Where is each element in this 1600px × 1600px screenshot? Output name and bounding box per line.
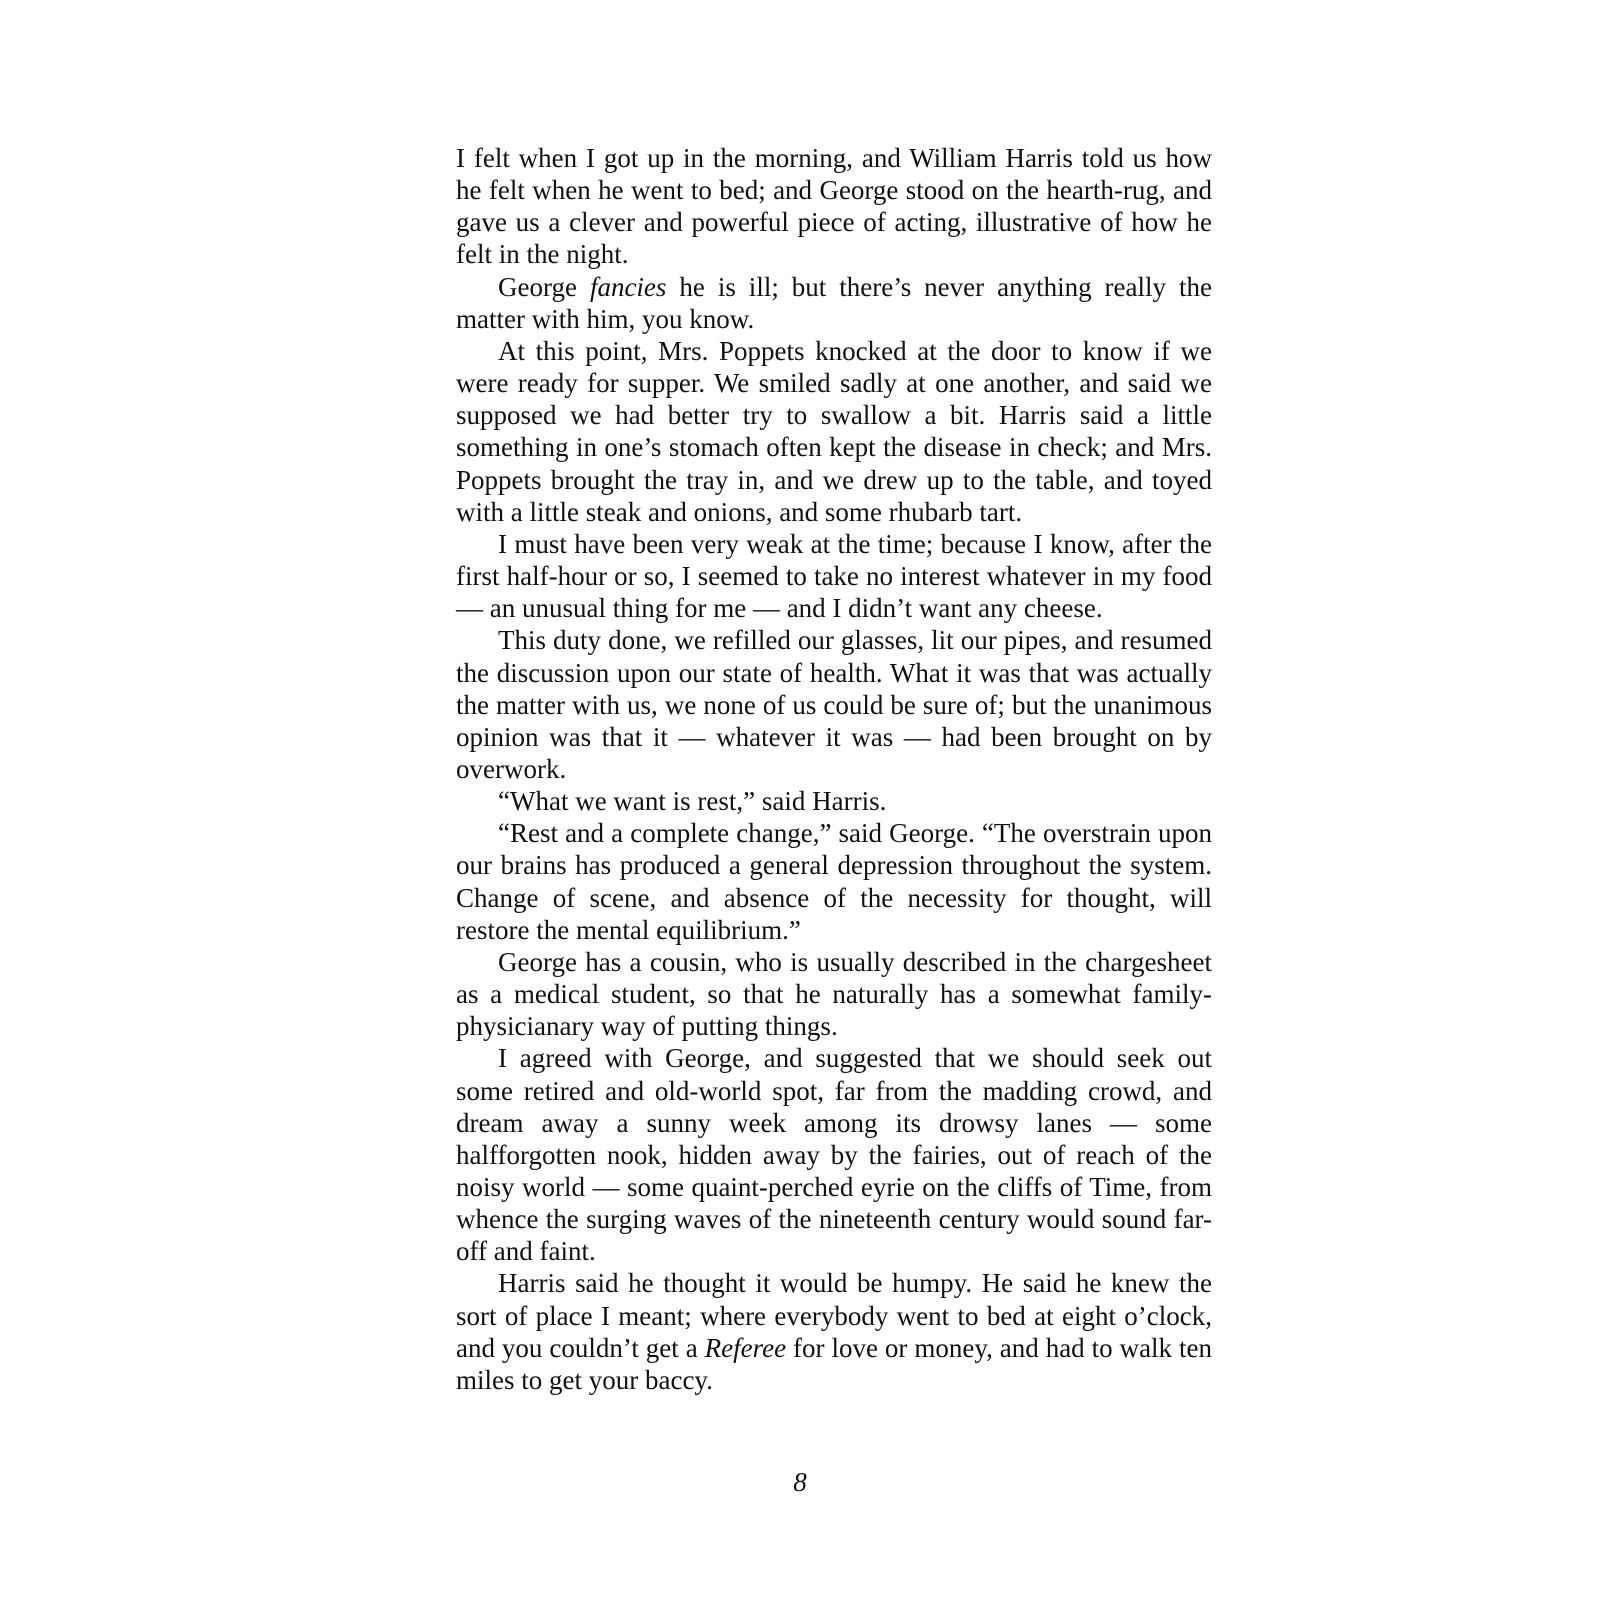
paragraph xyxy=(456,817,1212,946)
text-run: This duty done, we refilled our glasses, lit our pipes, and resumed the discussion upon our state of health. What it was that was actually the matter with us, we none of us could be sure of; but the unanimous opinion was that it — whatever it was — had been brought on by overwork. xyxy=(456,625,1212,784)
text-run: George has a cousin, who is usually described in the chargesheet as a medical student, so that he naturally has a somewhat family-physicianary way of putting things. xyxy=(456,946,1212,1042)
paragraph xyxy=(456,1042,1212,1267)
text-run: “What we want is rest,” said Harris. xyxy=(498,786,887,817)
italic-text: fancies xyxy=(589,271,667,302)
text-run: Harris said he thought it would be humpy. He said he knew the sort of place I meant; where everybody went to bed at eight o’clock, and you couldn’t get a xyxy=(456,1268,1212,1363)
paragraph xyxy=(456,624,1212,785)
text-run: I must have been very weak at the time; because I know, after the first half-hour or so, I seemed to take no interest whatever in my food — an unusual thing for me — and I didn’t want any cheese. xyxy=(456,528,1212,624)
paragraph xyxy=(456,785,1212,817)
paragraph xyxy=(456,1267,1212,1396)
italic-text: Referee xyxy=(704,1332,787,1363)
text-run: George xyxy=(498,271,590,302)
paragraph xyxy=(456,271,1212,335)
text-run: I agreed with George, and suggested that we should seek out some retired and old-world spot, far from the madding crowd, and dream away a sunny week among its drowsy lanes — some halfforgotten nook, hidden away by the fairies, out of reach of the noisy world — some quaint-perched eyrie on the cliffs of Time, from whence the surging waves of the nineteenth century would sound far-off and faint. xyxy=(456,1043,1212,1267)
body-text xyxy=(456,142,1212,1396)
text-run: I felt when I got up in the morning, and William Harris told us how he felt when he went to bed; and George stood on the hearth-rug, and gave us a clever and powerful piece of acting, illustrative of how he felt in the night. xyxy=(456,143,1212,270)
paragraph xyxy=(456,528,1212,624)
text-run: At this point, Mrs. Poppets knocked at the door to know if we were ready for supper. We smiled sadly at one another, and said we supposed we had better try to swallow a bit. Harris said a little something in one’s stomach often kept the disease in check; and Mrs. Poppets brought the tray in, and we drew up to the table, and toyed with a little steak and onions, and some rhubarb tart. xyxy=(456,335,1212,527)
page-number: 8 xyxy=(793,1467,807,1497)
paragraph xyxy=(456,335,1212,528)
text-run: for love or money, and had to walk ten miles to get your baccy. xyxy=(456,1332,1212,1395)
paragraph xyxy=(456,946,1212,1042)
text-run: “Rest and a complete change,” said George. “The overstrain upon our brains has produced a general depression throughout the system. Change of scene, and absence of the necessity for thought, will restore the mental equilibrium.” xyxy=(456,818,1212,945)
paragraph xyxy=(456,142,1212,271)
text-run: he is ill; but there’s never anything really the matter with him, you know. xyxy=(456,271,1212,334)
